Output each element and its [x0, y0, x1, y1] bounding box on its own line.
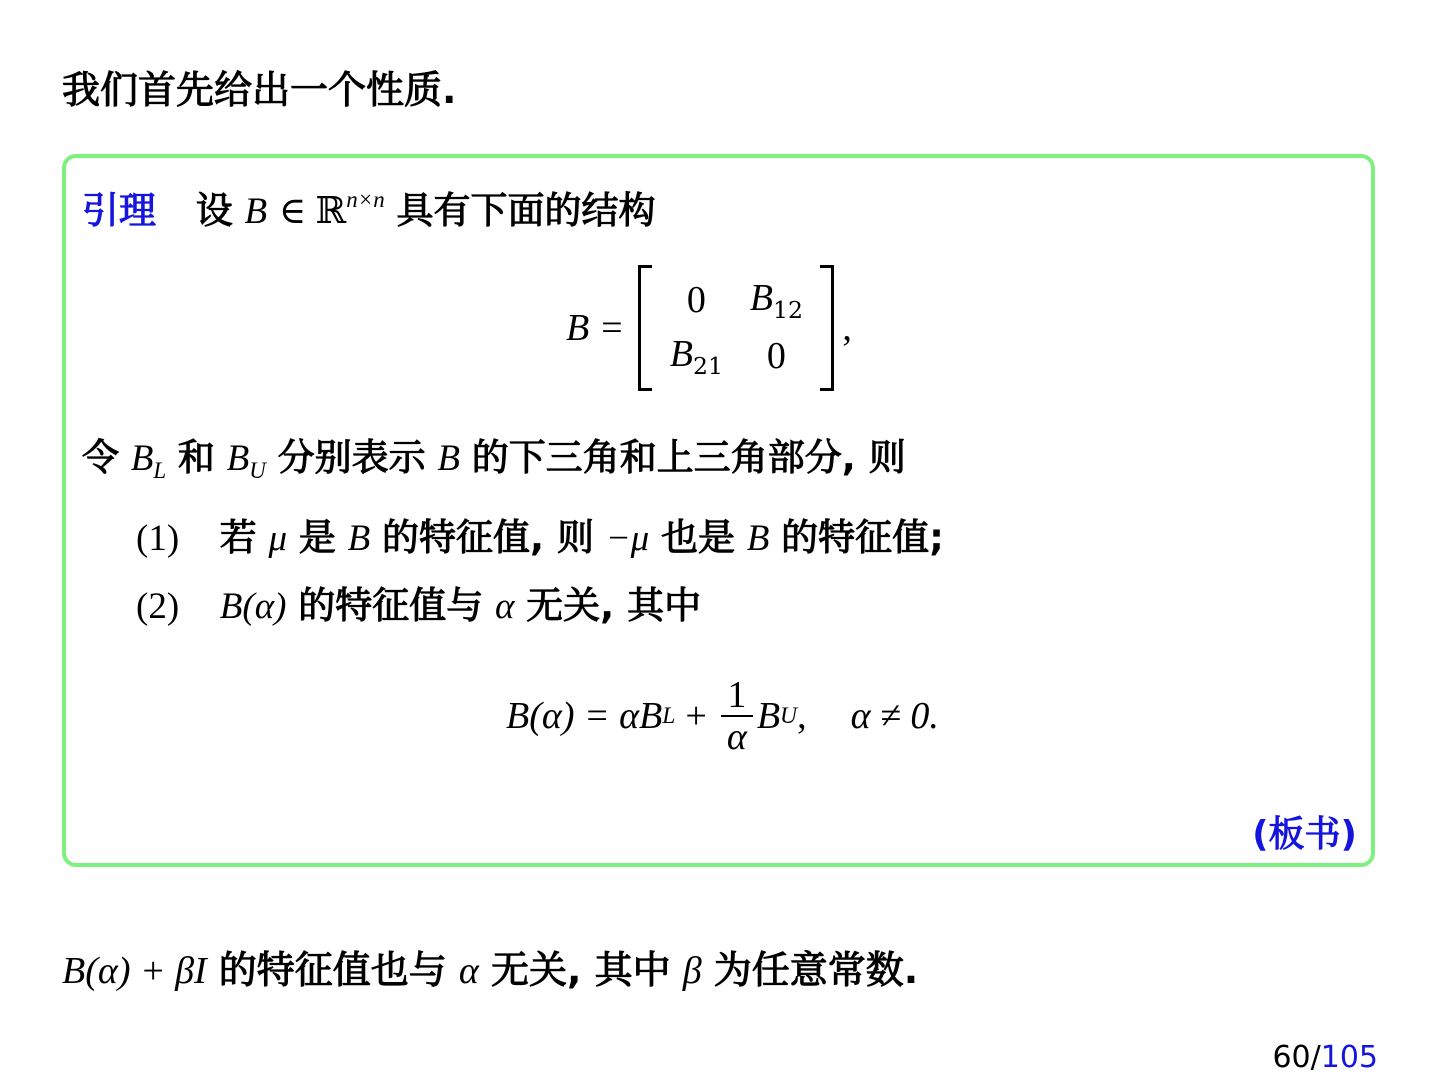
text-triangular: 的下三角和上三角部分, 则 [471, 436, 906, 479]
item1-text-4: 也是 [661, 516, 736, 559]
conclusion-line [62, 945, 918, 996]
item1-text-3: 的特征值, 则 [382, 516, 594, 559]
conclusion-text-1: 的特征值也与 [218, 948, 447, 992]
math-neg-mu: −μ [605, 518, 650, 559]
math-B: B [244, 191, 268, 233]
lemma-header [82, 176, 655, 236]
conclusion-text-2: 无关, 其中 [490, 948, 671, 992]
math-alpha: α [494, 586, 515, 627]
matrix-cell-21: $B_{21}$ [669, 333, 723, 381]
left-bracket [638, 265, 652, 391]
math-dim: n×n [346, 187, 385, 212]
matrix-equation [566, 258, 852, 398]
fraction-numerator: 1 [727, 674, 747, 716]
item2-text-2: 无关, 其中 [526, 584, 702, 627]
conclusion-text-3: 为任意常数. [713, 948, 919, 992]
formula-comma: , [797, 695, 807, 737]
page-current: 60/ [1272, 1040, 1321, 1075]
formula-sub-L: L [662, 702, 676, 729]
sub-U: U [249, 458, 266, 484]
formula-sub-U: U [780, 702, 798, 729]
formula-condition: α ≠ 0. [850, 695, 939, 737]
math-alpha-2: α [458, 950, 479, 992]
math-B-4: B [746, 518, 770, 559]
formula-B: B [756, 695, 781, 737]
formula-plus: + [685, 695, 707, 737]
fraction-denominator: α [726, 716, 747, 758]
math-B-3: B [347, 518, 371, 559]
lemma-text-2: 具有下面的结构 [396, 189, 656, 233]
matrix-cell-22: 0 [766, 335, 786, 377]
lemma-text-1: 设 [195, 189, 233, 233]
board-note: (板书) [1252, 814, 1357, 855]
text-ling: 令 [82, 436, 119, 479]
display-formula [506, 666, 939, 766]
math-expression: B(α) + βI [62, 950, 207, 992]
list-item-1 [136, 514, 944, 563]
item2-text-1: 的特征值与 [298, 584, 484, 627]
lemma-box [62, 154, 1375, 867]
list-item-2 [136, 582, 701, 631]
item1-text-1: 若 [219, 516, 257, 559]
math-in-reals: ∈ ℝ [278, 191, 347, 233]
item-number-1: (1) [136, 518, 180, 559]
formula-lhs: B(α) = αB [506, 695, 663, 737]
matrix-cell-11: 0 [686, 279, 706, 321]
text-fenbie: 分别表示 [277, 436, 426, 479]
matrix-lhs: B = [566, 307, 625, 349]
math-BL: B [130, 438, 154, 479]
right-bracket [820, 265, 834, 391]
item1-text-5: 的特征值; [781, 516, 944, 559]
matrix-comma: , [842, 307, 852, 349]
fraction [721, 675, 753, 757]
definition-line [82, 434, 906, 495]
item-number-2: (2) [136, 586, 180, 627]
page-total[interactable]: 105 [1320, 1040, 1378, 1075]
item1-text-2: 是 [298, 516, 336, 559]
math-B-alpha: B(α) [219, 586, 287, 627]
math-BU: B [226, 438, 250, 479]
text-he: 和 [177, 436, 215, 479]
page-number [1272, 1038, 1378, 1078]
lemma-title: 引理 [82, 189, 156, 233]
math-B-2: B [437, 438, 460, 479]
math-mu: μ [268, 518, 288, 559]
math-beta: β [682, 950, 702, 992]
matrix-grid [656, 272, 816, 384]
sub-L: L [153, 458, 167, 484]
matrix-cell-12: $B_{12}$ [749, 277, 803, 325]
intro-text: 我们首先给出一个性质. [62, 68, 457, 112]
